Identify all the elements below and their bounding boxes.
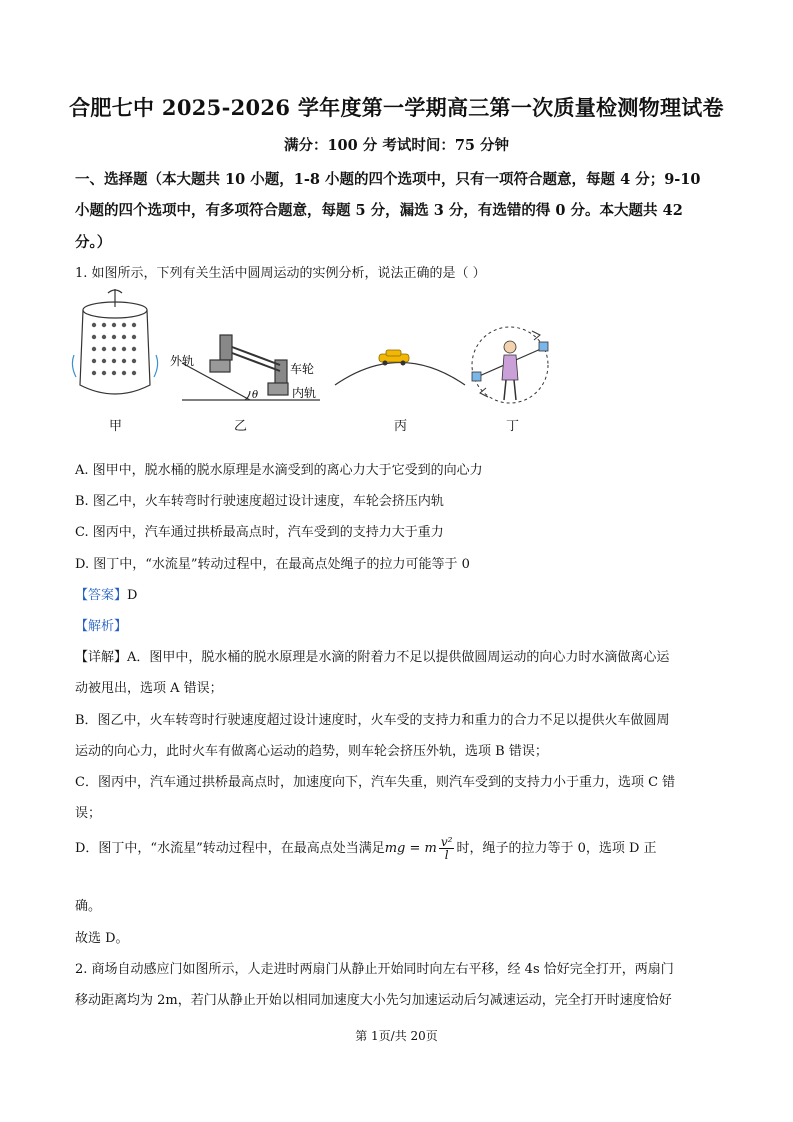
formula-fraction (439, 836, 455, 861)
formula-numerator: v² (440, 835, 453, 849)
detail-line-6: 误； (75, 806, 102, 821)
section-heading-line2: 小题的四个选项中，有多项符合题意，每题 5 分，漏选 3 分，有选错的得 0 分。本大题共 42 (75, 202, 683, 219)
detail-d-line (75, 836, 657, 861)
section-heading-line3: 分。） (75, 234, 112, 251)
question-1-stem: 1. 如图所示，下列有关生活中圆周运动的实例分析，说法正确的是（ ） (75, 266, 486, 281)
answer-line (75, 584, 137, 603)
spin-dryer-drawing (72, 289, 157, 394)
question-2-line1: 2. 商场自动感应门如图所示，人走进时两扇门从静止开始同时向左右平移，经 4s 恰好完全打开，两扇门 (75, 962, 674, 977)
detail-line-1 (75, 646, 669, 665)
section-heading-line1: 一、选择题（本大题共 10 小题，1-8 小题的四个选项中，只有一项符合题意，每题 4 分；9-10 (75, 171, 701, 188)
outer-rail-label: 外轨 (170, 354, 195, 368)
water-meteor-drawing (472, 327, 548, 403)
exam-info: 满分：100 分 考试时间：75 分钟 (283, 137, 510, 154)
caption-bing: 丙 (394, 419, 408, 434)
answer-value: D (127, 588, 138, 603)
caption-jia: 甲 (109, 419, 123, 434)
answer-tag: 【答案】 (75, 588, 128, 603)
detail-d-pre: D．图丁中，“水流星”转动过程中，在最高点处当满足 (75, 841, 385, 856)
option-a: A. 图甲中，脱水桶的脱水原理是水滴受到的离心力大于它受到的向心力 (75, 463, 483, 478)
caption-yi: 乙 (234, 419, 248, 434)
angle-label: θ (252, 390, 259, 401)
detail-line-4: 运动的向心力，此时火车有做离心运动的趋势，则车轮会挤压外轨，选项 B 错误； (75, 744, 548, 759)
detail-d-post: 时，绳子的拉力等于 0，选项 D 正 (456, 841, 657, 856)
option-d: D. 图丁中，“水流星”转动过程中，在最高点处绳子的拉力可能等于 0 (75, 557, 470, 572)
question-2-line2: 移动距离均为 2m，若门从静止开始以相同加速度大小先匀加速运动后匀减速运动，完全打开时速度恰好 (75, 993, 672, 1008)
detail-line-3: B．图乙中，火车转弯时行驶速度超过设计速度时，火车受的支持力和重力的合力不足以提供火车做圆周 (75, 713, 670, 728)
formula-denominator: l (444, 848, 449, 862)
detail-line-5: C．图丙中，汽车通过拱桥最高点时，加速度向下，汽车失重，则汽车受到的支持力小于重力，选项 C 错 (75, 775, 676, 790)
option-c: C. 图丙中，汽车通过拱桥最高点时，汽车受到的支持力大于重力 (75, 525, 444, 540)
arch-bridge-drawing (335, 350, 465, 385)
question-1-figure (70, 285, 560, 435)
caption-ding: 丁 (506, 419, 520, 434)
page-title: 合肥七中 2025-2026 学年度第一学期高三第一次质量检测物理试卷 (69, 95, 724, 120)
analysis-tag: 【解析】 (75, 619, 128, 634)
detail-d-cont: 确。 (75, 899, 102, 914)
conclusion: 故选 D。 (75, 931, 129, 946)
detail-line-2: 动被甩出，选项 A 错误； (75, 681, 223, 696)
wheel-label: 车轮 (290, 362, 315, 376)
formula-left: mg = m (384, 841, 437, 856)
inner-rail-label: 内轨 (292, 386, 317, 400)
detail-tag: 【详解】 (75, 650, 128, 665)
detail-a1: A．图甲中，脱水桶的脱水原理是水滴的附着力不足以提供做圆周运动的向心力时水滴做离心运 (127, 650, 670, 665)
page-footer: 第 1页/共 20页 (355, 1029, 438, 1043)
option-b: B. 图乙中，火车转弯时行驶速度超过设计速度，车轮会挤压内轨 (75, 494, 444, 509)
